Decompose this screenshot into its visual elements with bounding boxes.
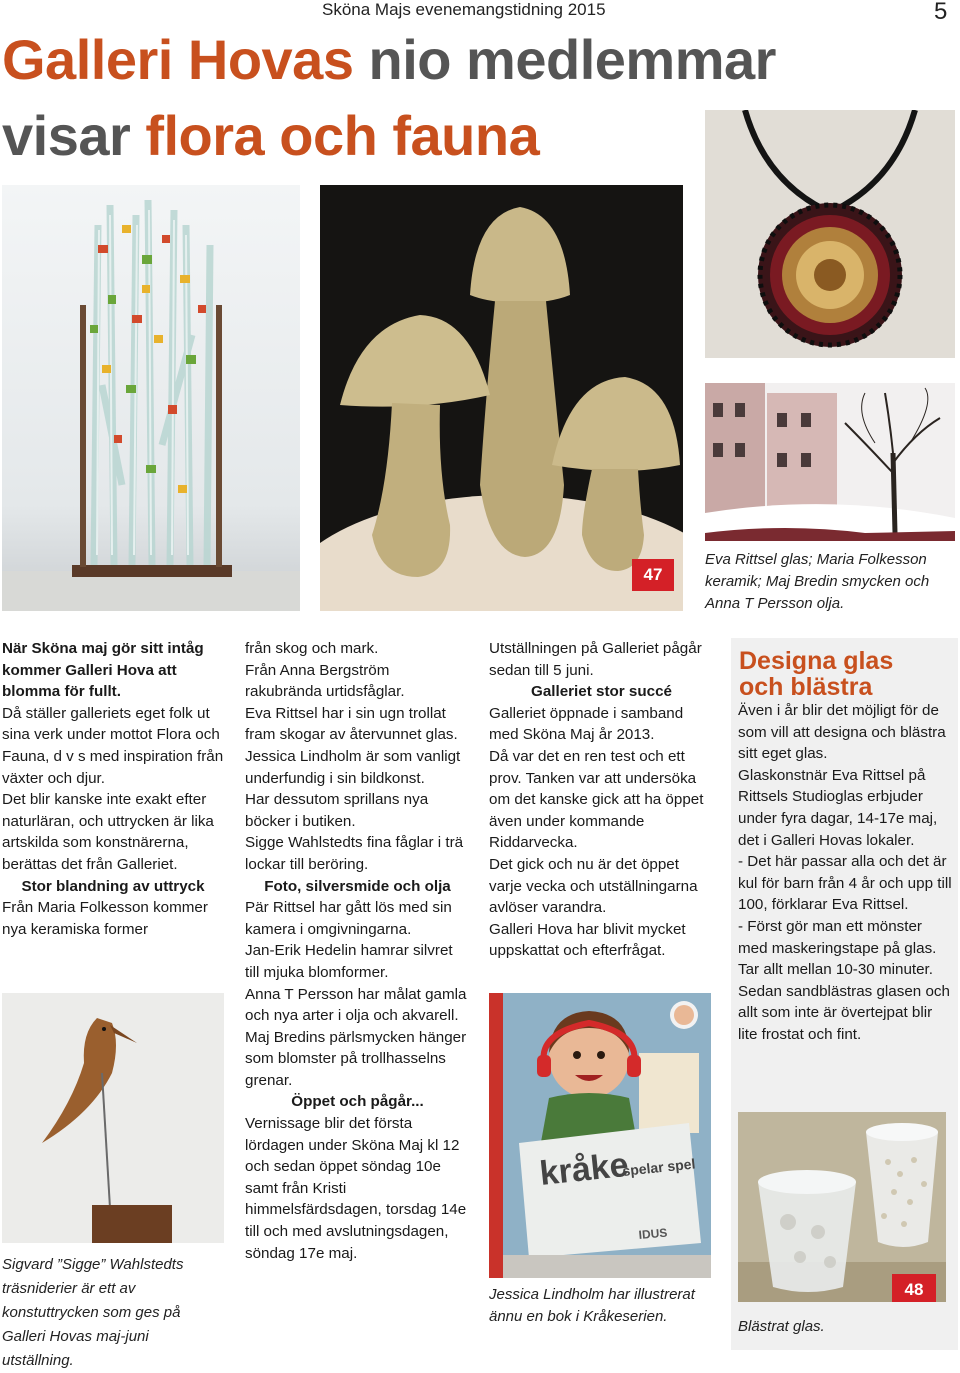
col3-paragraph-2: Galleriet öppnade i samband med Sköna Maj år 2013. [489, 704, 684, 744]
photo-glass-artwork [2, 185, 300, 611]
col2-paragraph-9: Anna T Persson har målat gamla och nya arter i olja och akvarell. [245, 985, 467, 1025]
sidebar-paragraph-2: Glaskonstnär Eva Rittsel på Rittsels Studioglas erbjuder under fyra dagar, 14-17e maj, det i Galleri Hovas lokaler. [738, 766, 938, 849]
col1-paragraph-3: Från Maria Folkesson kommer nya keramiska former [2, 899, 208, 938]
col2-paragraph-4: Jessica Lindholm är som vanligt underfundig i sin bildkonst. [245, 747, 461, 787]
col3-paragraph-5: Galleri Hova har blivit mycket uppskattat och efterfrågat. [489, 920, 686, 960]
sidebar-paragraph-1: Även i år blir det möjligt för de som vill att designa och blästra sitt eget glas. [738, 702, 946, 763]
publication-title: Sköna Majs evenemangstidning 2015 [322, 0, 606, 19]
subheading-foto: Foto, silversmide och olja [264, 877, 451, 895]
badge-47: 47 [632, 559, 674, 591]
intro-paragraph: När Sköna maj gör sitt intåg kommer Galleri Hova att blomma för fullt. [2, 640, 204, 701]
bird-photo-caption: Sigvard ”Sigge” Wahlstedts träsniderier är ett av konstuttrycken som ges på Galleri Hovas maj-juni utställning. [2, 1256, 184, 1369]
col1-paragraph-1: Då ställer galleriets eget folk ut sina verk under mottot Flora och Fauna, d v s med inspiration från växter och djur. [2, 704, 224, 787]
col2-paragraph-8: Jan-Erik Hedelin hamrar silvret till mjuka blomformer. [245, 942, 453, 981]
headline-line-1 [2, 30, 776, 90]
sidebar-title-line-2: och blästra [739, 673, 873, 701]
photo-wooden-bird [2, 993, 224, 1243]
book-cover-subtitle: spelar spel [621, 1155, 697, 1179]
col2-paragraph-10: Maj Bredins pärlsmycken hänger som blomster på trollhasselns grenar. [245, 1028, 467, 1089]
col2-paragraph-6: Sigge Wahlstedts fina fåglar i trä lockar till beröring. [245, 834, 464, 873]
col2-paragraph-11: Vernissage blir det första lördagen under Sköna Maj kl 12 och sedan öppet söndag 10e samt från Kristi himmelsfärdsdagen, torsdag 14e till och med avslutningsdagen, söndag 17e maj. [245, 1115, 467, 1262]
photo-oil-painting [705, 383, 955, 541]
sidebar-title [739, 648, 954, 700]
photo-book-cover [489, 993, 711, 1278]
sidebar-paragraph-4: - Först gör man ett mönster med maskeringstape på glas. Tar allt mellan 10-30 minuter. Sedan sandblästras glasen och allt som inte är övertejpat blir lite frostat och fint. [738, 917, 950, 1043]
sidebar-glass-design [731, 638, 958, 1350]
book-photo-caption: Jessica Lindholm har illustrerat ännu en bok i Kråkeserien. [489, 1286, 695, 1325]
sidebar-title-line-1: Designa glas [739, 647, 894, 675]
book-cover-publisher: IDUS [638, 1225, 668, 1242]
column-2 [245, 638, 470, 1264]
page-number: 5 [934, 0, 948, 25]
sidebar-body [738, 700, 952, 1046]
headline-line-2 [2, 106, 539, 166]
book-cover-title: kråke [537, 1145, 631, 1193]
col3-paragraph-1: Utställningen på Galleriet pågår sedan till 5 juni. [489, 640, 702, 679]
subheading-blandning: Stor blandning av uttryck [21, 877, 205, 895]
col3-paragraph-4: Det gick och nu är det öppet varje vecka och utställningarna avlöser varandra. [489, 855, 698, 917]
col2-paragraph-7: Pär Rittsel har gått lös med sin kamera i omgivningarna. [245, 899, 452, 938]
col2-paragraph-2: Från Anna Bergström rakubrända urtidsfåglar. [245, 661, 405, 701]
headline-rest-1: nio medlemmar [353, 28, 776, 91]
col2-paragraph-3: Eva Rittsel har i sin ugn trollat fram skogar av återvunnet glas. [245, 704, 458, 744]
subheading-succe: Galleriet stor succé [531, 683, 672, 701]
column-1 [2, 638, 224, 940]
col1-paragraph-2: Det blir kanske inte exakt efter naturläran, och uttrycken är lika artskilda som konstnärerna, berättas det från Galleriet. [2, 791, 214, 873]
headline-accent-1: Galleri Hovas [2, 28, 354, 91]
col2-paragraph-1: från skog och mark. [245, 640, 379, 657]
headline-accent-2: flora och fauna [145, 104, 540, 167]
badge-48: 48 [892, 1274, 936, 1302]
photo-bead-necklace [705, 110, 955, 358]
glass-photo-caption: Blästrat glas. [738, 1318, 825, 1335]
subheading-oppet: Öppet och pågår... [291, 1093, 424, 1111]
photo-ceramic-mushrooms [320, 185, 683, 611]
column-3 [489, 638, 714, 962]
col3-paragraph-3: Då var det en ren test och ett prov. Tanken var att undersöka om det kanske gick att ha öppet även under kommande Riddarvecka. [489, 747, 704, 852]
sidebar-paragraph-3: - Det här passar alla och det är kul för barn från 4 år och upp till 100, förklarar Eva Rittsel. [738, 853, 952, 914]
headline-start-2: visar [2, 104, 146, 167]
col2-paragraph-5: Har dessutom sprillans nya böcker i butiken. [245, 791, 429, 830]
photo-blasted-glass [738, 1112, 946, 1302]
top-photo-caption: Eva Rittsel glas; Maria Folkesson keramik; Maj Bredin smycken och Anna T Persson olja. [705, 551, 930, 612]
